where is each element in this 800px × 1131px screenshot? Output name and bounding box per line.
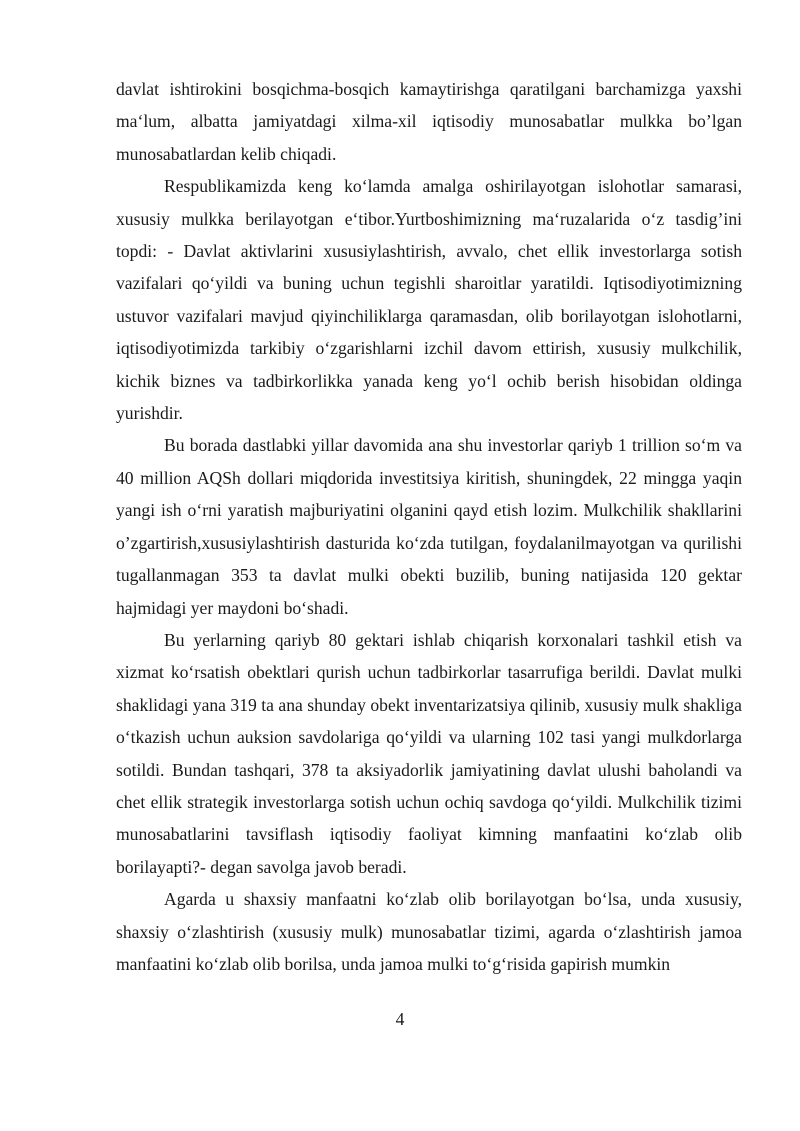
body-text	[116, 73, 742, 980]
paragraph-3: Bu borada dastlabki yillar davomida ana shu investorlar qariyb 1 trillion soʻm va 40 million AQSh dollari miqdorida investitsiya kiritish, shuningdek, 22 mingga yaqin yangi ish oʻrni yaratish majburiyatini olganini qayd etish lozim. Mulkchilik shakllarini o’zgartirish,xususiylashtirish dasturida koʻzda tutilgan, foydalanilmayotgan va qurilishi tugallanmagan 353 ta davlat mulki obekti buzilib, buning natijasida 120 gektar hajmidagi yer maydoni boʻshadi.	[116, 435, 742, 618]
paragraph-1: davlat ishtirokini bosqichma-bosqich kamaytirishga qaratilgani barchamizga yaxshi maʻlum, albatta jamiyatdagi xilma-xil iqtisodiy munosabatlar mulkka bo’lgan munosabatlardan kelib chiqadi.	[116, 79, 742, 164]
paragraph-2: Respublikamizda keng koʻlamda amalga oshirilayotgan islohotlar samarasi, xususiy mulkka berilayotgan eʻtibor.Yurtboshimizning maʻruzalarida oʻz tasdig’ini topdi: - Davlat aktivlarini xususiylashtirish, avvalo, chet ellik investorlarga sotish vazifalari qoʻyildi va buning uchun tegishli sharoitlar yaratildi. Iqtisodiyotimizning ustuvor vazifalari mavjud qiyinchiliklarga qaramasdan, olib borilayotgan islohotlarni, iqtisodiyotimizda tarkibiy oʻzgarishlarni izchil davom ettirish, xususiy mulkchilik, kichik biznes va tadbirkorlikka yanada keng yoʻl ochib berish hisobidan oldinga yurishdir.	[116, 176, 742, 424]
page-number: 4	[395, 1009, 405, 1029]
paragraph-4: Bu yerlarning qariyb 80 gektari ishlab chiqarish korxonalari tashkil etish va xizmat koʻrsatish obektlari qurish uchun tadbirkorlar tasarrufiga berildi. Davlat mulki shaklidagi yana 319 ta ana shunday obekt inventarizatsiya qilinib, xususiy mulk shakliga oʻtkazish uchun auksion savdolariga qoʻyildi va ularning 102 tasi yangi mulkdorlarga sotildi. Bundan tashqari, 378 ta aksiyadorlik jamiyatining davlat ulushi baholandi va chet ellik strategik investorlarga sotish uchun ochiq savdoga qoʻyildi. Mulkchilik tizimi munosabatlarini tavsiflash iqtisodiy faoliyat kimning manfaatini koʻzlab olib borilayapti?- degan savolga javob beradi.	[116, 629, 742, 877]
paragraph-5: Agarda u shaxsiy manfaatni koʻzlab olib borilayotgan boʻlsa, unda xususiy, shaxsiy oʻzlashtirish (xususiy mulk) munosabatlar tizimi, agarda oʻzlashtirish jamoa manfaatini koʻzlab olib borilsa, unda jamoa mulki toʻgʻrisida gapirish mumkin	[116, 889, 742, 974]
